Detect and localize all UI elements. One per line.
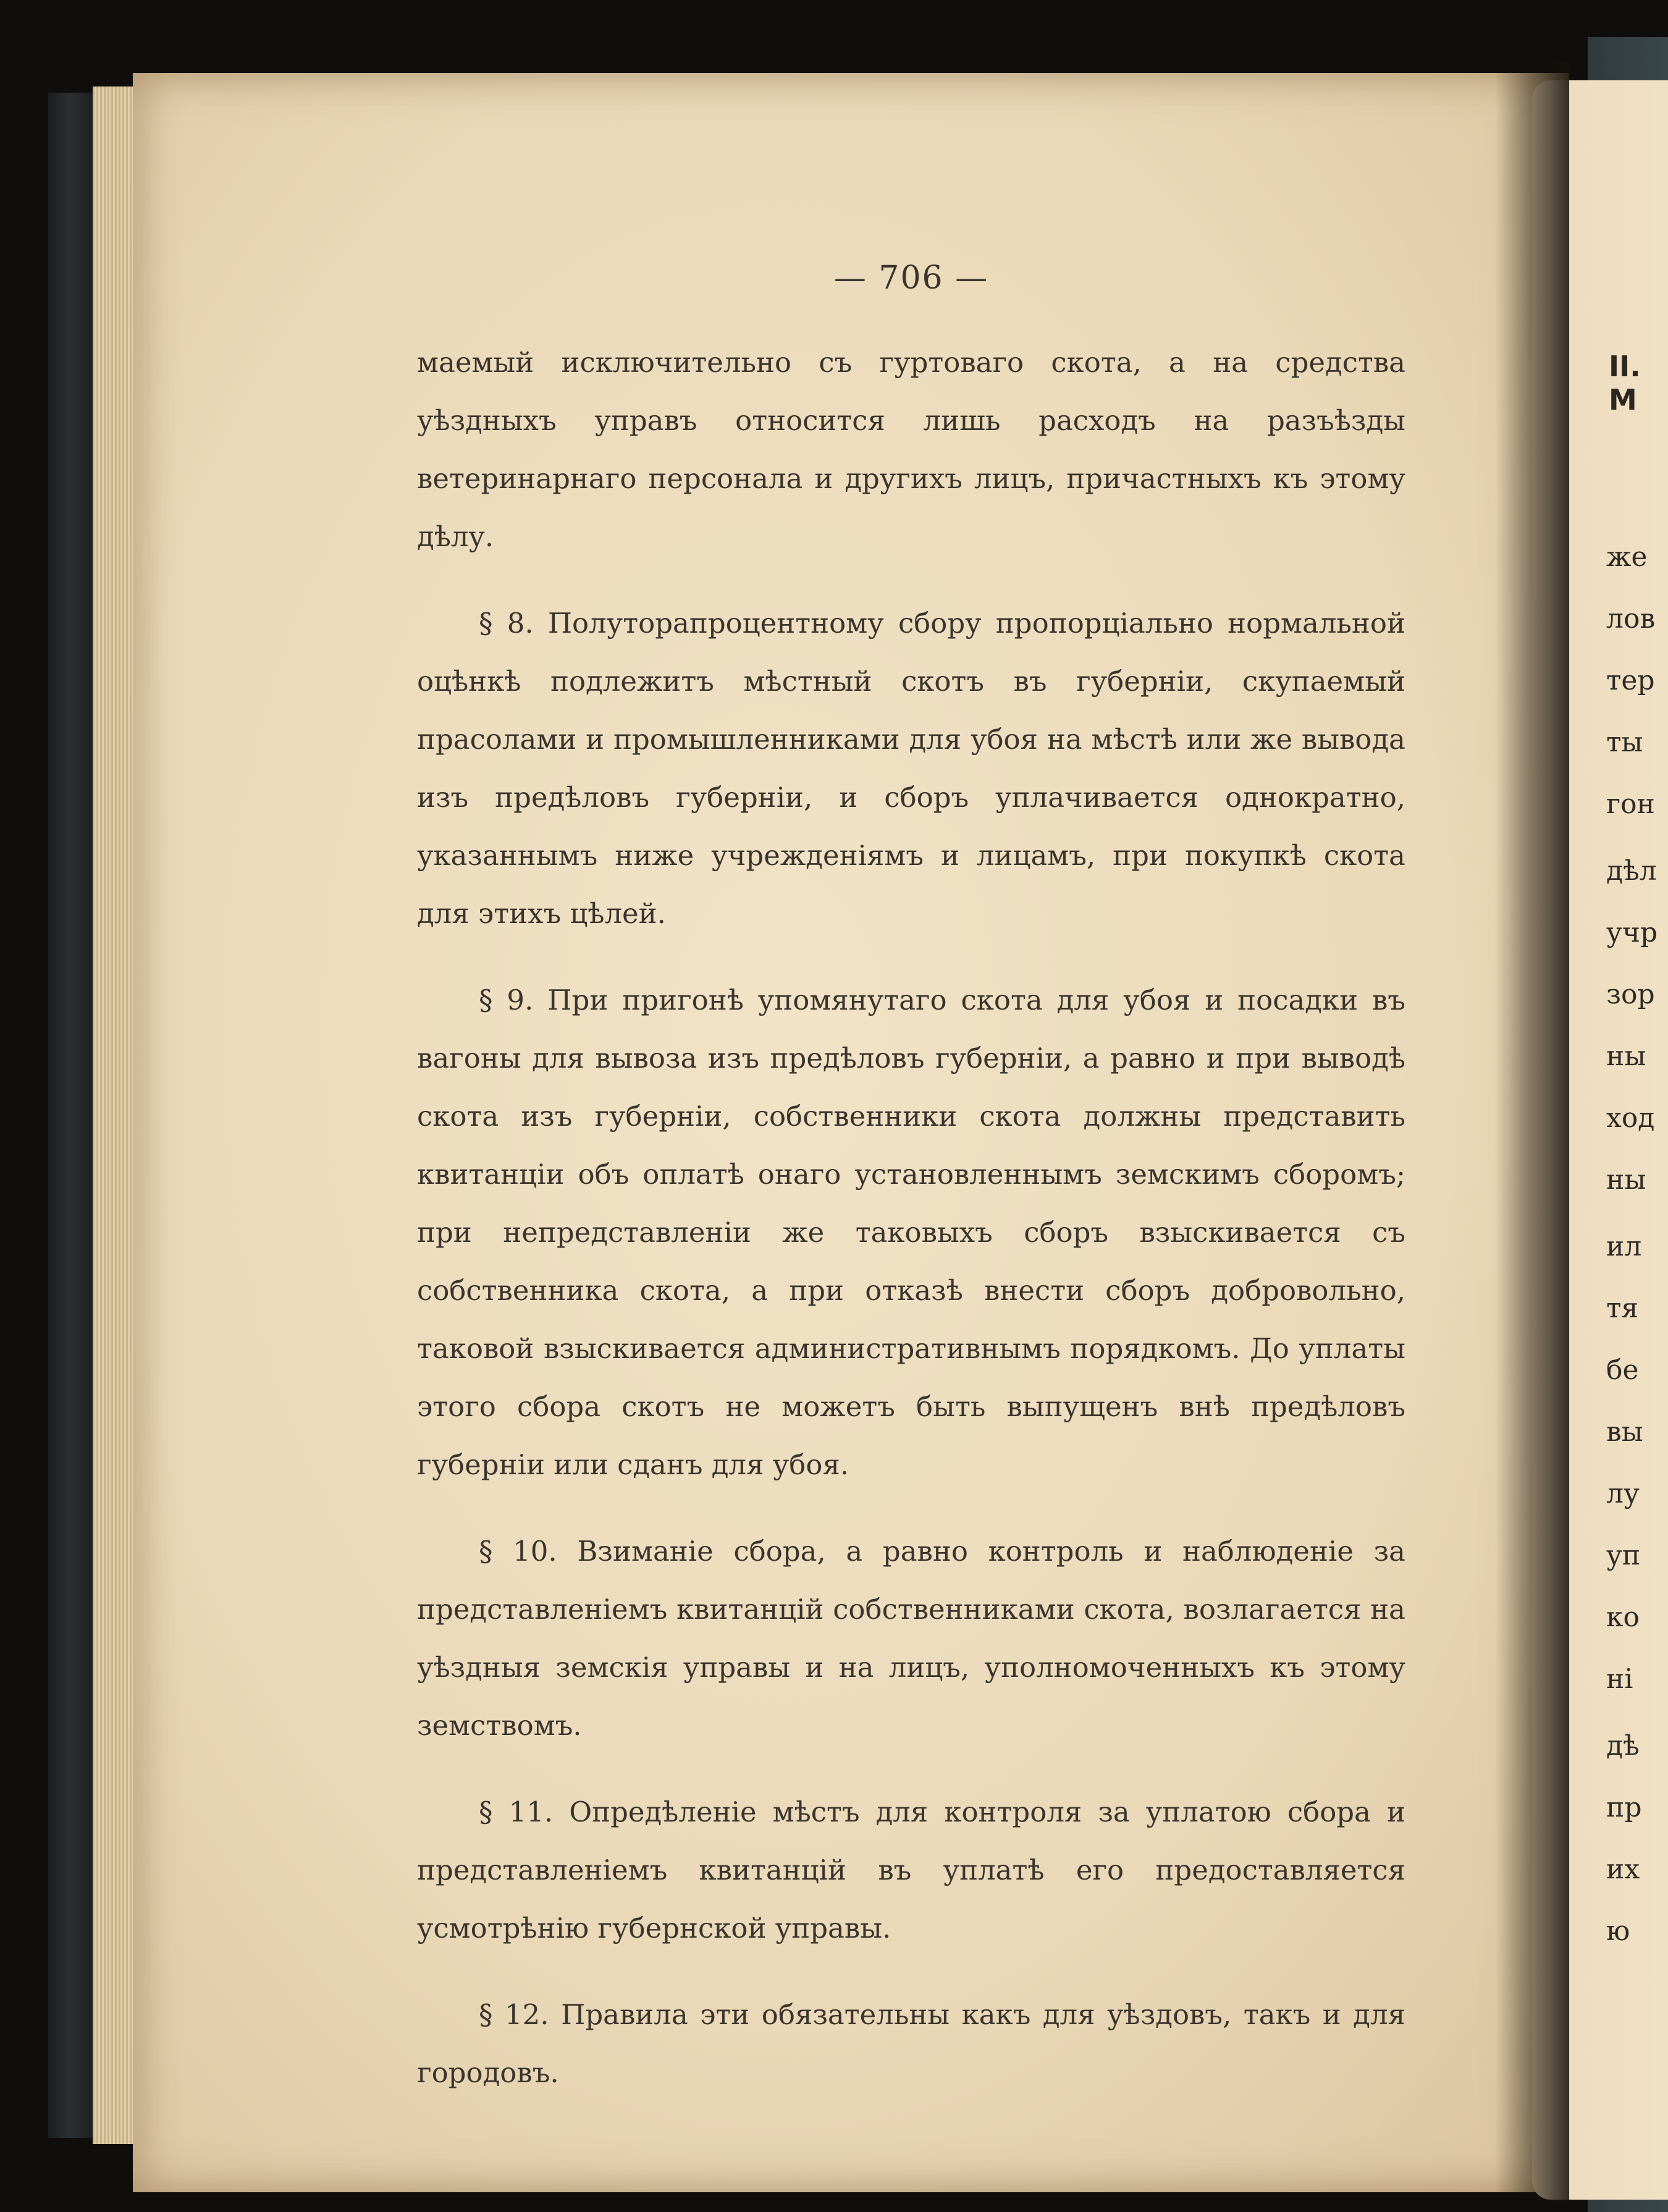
right-line: гон bbox=[1606, 791, 1655, 820]
right-line: лов bbox=[1606, 606, 1656, 635]
right-line: их bbox=[1606, 1856, 1640, 1885]
right-line: ты bbox=[1606, 729, 1643, 758]
paragraph-section-10: § 10. Взиманіе сбора, а равно контроль и наблюденіе за представленіемъ квитанцій собственниками скота, возлагается на уѣздныя земскія управы и на лицъ, уполномоченныхъ къ этому земствомъ. bbox=[417, 1535, 1405, 1742]
right-page-text bbox=[1606, 544, 1668, 1980]
right-line: ю bbox=[1606, 1918, 1630, 1947]
right-line: дѣ bbox=[1606, 1733, 1640, 1762]
right-line: ход bbox=[1606, 1105, 1655, 1134]
right-line: дѣл bbox=[1606, 858, 1657, 887]
right-line: ко bbox=[1606, 1604, 1640, 1633]
right-line: учр bbox=[1606, 919, 1658, 948]
paragraph-section-8: § 8. Полуторапроцентному сбору пропорціально нормальной оцѣнкѣ подлежитъ мѣстный скотъ въ губерніи, скупаемый прасолами и промышленниками для убоя на мѣстѣ или же вывода изъ предѣловъ губерніи, и сборъ уплачивается однократно, указаннымъ ниже учрежденіямъ и лицамъ, при покупкѣ скота для этихъ цѣлей. bbox=[417, 607, 1405, 930]
right-line: тер bbox=[1606, 667, 1655, 696]
page-number: — 706 — bbox=[833, 260, 989, 297]
right-line: ны bbox=[1606, 1167, 1646, 1196]
right-line: вы bbox=[1606, 1419, 1643, 1448]
right-line: пр bbox=[1606, 1794, 1642, 1823]
page-content bbox=[417, 260, 1405, 2102]
right-line: уп bbox=[1606, 1542, 1641, 1571]
right-line: ил bbox=[1606, 1233, 1642, 1262]
right-line: тя bbox=[1606, 1295, 1639, 1324]
page-edges bbox=[93, 87, 139, 2144]
right-page-heading: II. М bbox=[1609, 350, 1641, 416]
book-gutter bbox=[1495, 62, 1569, 2206]
book-spine-left bbox=[48, 93, 98, 2138]
right-line: ны bbox=[1606, 1043, 1646, 1072]
paragraph-continuation: маемый исключительно съ гуртоваго скота, а на средства уѣздныхъ управъ относится лишь расходъ на разъѣзды ветеринарнаго персонала и другихъ лицъ, причастныхъ къ этому дѣлу. bbox=[417, 346, 1405, 553]
right-line: ні bbox=[1606, 1666, 1633, 1695]
right-line: же bbox=[1606, 544, 1648, 573]
right-line: зор bbox=[1606, 981, 1655, 1010]
paragraph-section-12: § 12. Правила эти обязательны какъ для уѣздовъ, такъ и для городовъ. bbox=[417, 1998, 1405, 2089]
paragraph-section-11: § 11. Опредѣленіе мѣстъ для контроля за уплатою сбора и представленіемъ квитанцій въ уплатѣ его предоставляется усмотрѣнію губернской управы. bbox=[417, 1796, 1405, 1944]
right-line: лу bbox=[1606, 1480, 1640, 1509]
paragraph-section-9: § 9. При пригонѣ упомянутаго скота для убоя и посадки въ вагоны для вывоза изъ предѣловъ губерніи, а равно и при выводѣ скота изъ губерніи, собственники скота должны представить квитанціи объ оплатѣ онаго установленнымъ земскимъ сборомъ; при непредставленіи же таковыхъ сборъ взыскивается съ собственника скота, а при отказѣ внести сборъ добровольно, таковой взыскивается административнымъ порядкомъ. До уплаты этого сбора скотъ не можетъ быть выпущенъ внѣ предѣловъ губерніи или сданъ для убоя. bbox=[417, 984, 1405, 1481]
right-line: бе bbox=[1606, 1357, 1639, 1386]
